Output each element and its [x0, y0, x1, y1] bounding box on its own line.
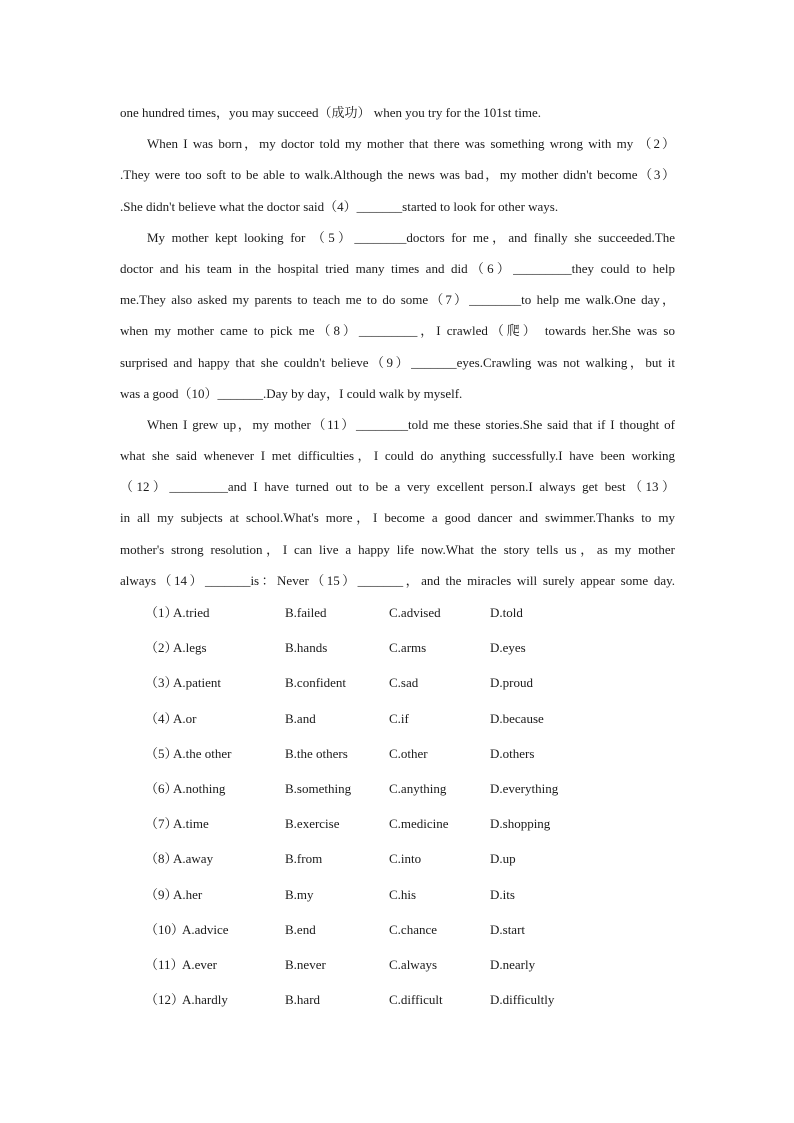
option-a[interactable]: A.patient [173, 675, 222, 691]
option-c[interactable]: C.medicine [389, 816, 449, 832]
option-c[interactable]: C.sad [389, 675, 419, 691]
option-c[interactable]: C.difficult [389, 992, 443, 1008]
option-c[interactable]: C.if [389, 710, 409, 726]
question-number: （8） [145, 851, 178, 867]
question-number: （1） [145, 605, 178, 620]
option-b[interactable]: B.my [285, 886, 314, 902]
option-a[interactable]: A.legs [173, 640, 207, 656]
option-a[interactable]: A.time [173, 816, 209, 832]
option-b[interactable]: B.failed [285, 605, 327, 620]
question-number: （10） [145, 921, 185, 937]
option-d[interactable]: D.start [490, 921, 526, 937]
passage-line: one hundred times，you may succeed（成功） when you try for the 101st time. [120, 105, 541, 120]
question-number: （4） [145, 710, 178, 726]
option-d[interactable]: D.eyes [490, 640, 526, 656]
option-b[interactable]: B.end [285, 921, 316, 937]
passage-line: .They were too soft to be able to walk.Although the news was bad，my mother didn't become（3） [120, 167, 675, 183]
option-a[interactable]: A.or [173, 710, 197, 726]
question-number: （12） [145, 992, 185, 1008]
option-c[interactable]: C.arms [389, 640, 427, 656]
option-c[interactable]: C.always [389, 956, 438, 972]
option-c[interactable]: C.chance [389, 921, 438, 937]
option-d[interactable]: D.nearly [490, 956, 536, 972]
option-b[interactable]: B.hands [285, 640, 328, 656]
question-number: （9） [145, 886, 178, 902]
passage-line: My mother kept looking for （5）________doctors for me，and finally she succeeded.The [147, 229, 675, 245]
cloze-passage [120, 99, 675, 598]
passage-line: when my mother came to pick me（8）_________，I crawled（爬） towards her.She was so [120, 323, 675, 339]
option-a[interactable]: A.ever [182, 956, 218, 972]
option-d[interactable]: D.everything [490, 780, 559, 796]
option-b[interactable]: B.exercise [285, 816, 340, 832]
option-c[interactable]: C.other [389, 745, 428, 761]
option-d[interactable]: D.others [490, 745, 535, 761]
option-d[interactable]: D.its [490, 886, 515, 902]
question-number: （5） [145, 745, 178, 761]
option-c[interactable]: C.anything [389, 780, 447, 796]
question-number: （6） [145, 780, 178, 796]
passage-line: surprised and happy that she couldn't believe（9）_______eyes.Crawling was not walking，but it [120, 354, 675, 370]
option-a[interactable]: A.away [173, 851, 214, 867]
option-a[interactable]: A.nothing [173, 780, 226, 796]
option-a[interactable]: A.hardly [182, 992, 228, 1008]
passage-line: was a good（10）_______.Day by day，I could walk by myself. [120, 385, 463, 401]
option-c[interactable]: C.advised [389, 605, 441, 620]
option-b[interactable]: B.the others [285, 745, 348, 761]
option-b[interactable]: B.hard [285, 992, 321, 1008]
option-b[interactable]: B.confident [285, 675, 347, 691]
option-c[interactable]: C.into [389, 851, 422, 867]
option-d[interactable]: D.told [490, 605, 523, 620]
option-d[interactable]: D.proud [490, 675, 533, 691]
option-d[interactable]: D.up [490, 851, 516, 867]
question-number: （11） [145, 956, 184, 972]
option-a[interactable]: A.the other [173, 745, 232, 761]
option-d[interactable]: D.because [490, 710, 544, 726]
passage-line: When I was born，my doctor told my mother that there was something wrong with my （2） [147, 136, 675, 152]
option-d[interactable]: D.shopping [490, 816, 551, 832]
passage-line: mother's strong resolution，I can live a happy life now.What the story tells us，as my mother [120, 541, 675, 557]
option-b[interactable]: B.never [285, 956, 326, 972]
passage-line: me.They also asked my parents to teach me to do some（7）________to help me walk.One day， [120, 292, 675, 308]
question-number: （7） [145, 816, 178, 832]
option-c[interactable]: C.his [389, 886, 417, 902]
passage-line: what she said whenever I met difficulties，I could do anything successfully.I have been working [120, 448, 675, 464]
passage-line: in all my subjects at school.What's more，I become a good dancer and swimmer.Thanks to my [120, 510, 675, 526]
passage-line: When I grew up，my mother（11）________told me these stories.She said that if I thought of [147, 416, 675, 432]
passage-line: always（14）_______is：Never（15）_______，and the miracles will surely appear some day. [120, 572, 675, 588]
option-d[interactable]: D.difficultly [490, 992, 555, 1008]
passage-line: doctor and his team in the hospital tried many times and did（6）_________they could to help [120, 260, 675, 276]
option-b[interactable]: B.something [285, 780, 352, 796]
passage-line: .She didn't believe what the doctor said（4）_______started to look for other ways. [120, 198, 559, 214]
option-a[interactable]: A.her [173, 886, 203, 902]
option-b[interactable]: B.from [285, 851, 323, 867]
question-number: （2） [145, 640, 178, 656]
option-a[interactable]: A.tried [173, 605, 210, 620]
question-number: （3） [145, 675, 178, 691]
option-b[interactable]: B.and [285, 710, 316, 726]
passage-line: （12）_________and I have turned out to be a very excellent person.I always get best（13） [120, 479, 675, 495]
option-a[interactable]: A.advice [182, 921, 229, 937]
